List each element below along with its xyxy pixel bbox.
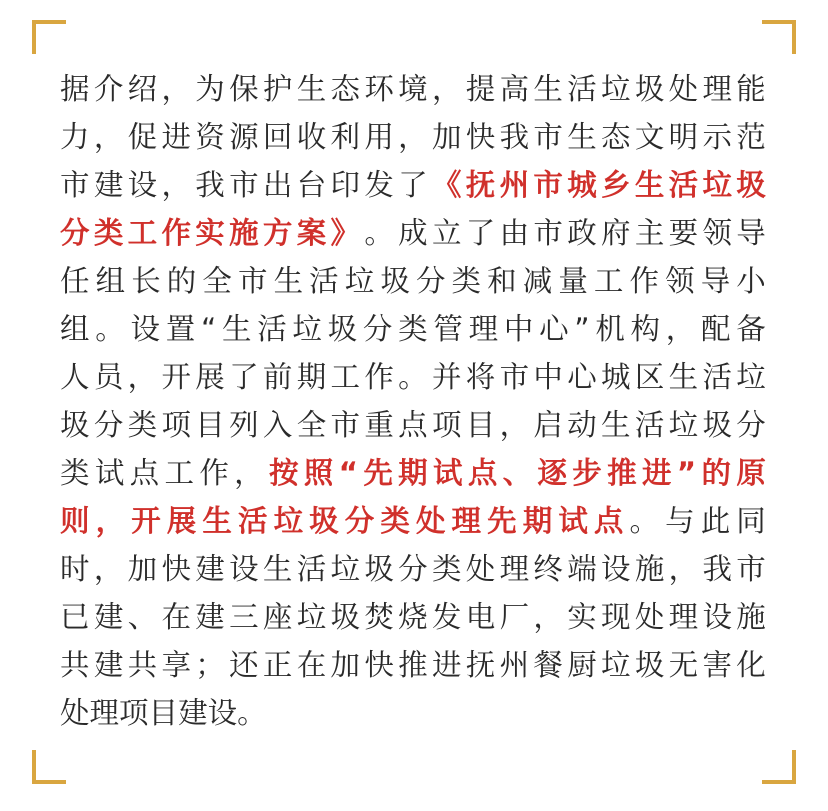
text-line: 则 ， 开 展 生 活 垃 圾 分 类 处 理 先 期 试 点 。 与 此 同 — [60, 504, 766, 538]
text-line: 任 组 长 的 全 市 生 活 垃 圾 分 类 和 减 量 工 作 领 导 小 — [60, 264, 766, 298]
text-line: 组 。 设 置 “ 生 活 垃 圾 分 类 管 理 中 心 ” 机 构 ， 配 备 — [60, 312, 766, 346]
text-line: 人 员 ， 开 展 了 前 期 工 作 。 并 将 市 中 心 城 区 生 活 垃 — [60, 360, 766, 394]
frame-corner-bottom-right — [762, 750, 796, 784]
text-line: 处 理 项 目 建 设 。 — [60, 696, 267, 730]
frame-corner-top-right — [762, 20, 796, 54]
text-line: 时 ， 加 快 建 设 生 活 垃 圾 分 类 处 理 终 端 设 施 ， 我 市 — [60, 552, 766, 586]
text-line: 共 建 共 享 ； 还 正 在 加 快 推 进 抚 州 餐 厨 垃 圾 无 害 化 — [60, 648, 766, 682]
text-line: 市 建 设 ， 我 市 出 台 印 发 了 《 抚 州 市 城 乡 生 活 垃 圾 — [60, 168, 766, 202]
text-line: 类 试 点 工 作 ， 按 照 “ 先 期 试 点 、 逐 步 推 进 ” 的 原 — [60, 456, 766, 490]
text-line: 分 类 工 作 实 施 方 案 》 。 成 立 了 由 市 政 府 主 要 领 导 — [60, 216, 766, 250]
text-line: 据 介 绍 ， 为 保 护 生 态 环 境 ， 提 高 生 活 垃 圾 处 理 能 — [60, 72, 766, 106]
text-line: 已 建 、 在 建 三 座 垃 圾 焚 烧 发 电 厂 ， 实 现 处 理 设 施 — [60, 600, 766, 634]
text-line: 力 ， 促 进 资 源 回 收 利 用 ， 加 快 我 市 生 态 文 明 示 范 — [60, 120, 766, 154]
frame-corner-bottom-left — [32, 750, 66, 784]
article-body — [60, 65, 766, 737]
text-line: 圾 分 类 项 目 列 入 全 市 重 点 项 目 ， 启 动 生 活 垃 圾 分 — [60, 408, 766, 442]
frame-corner-top-left — [32, 20, 66, 54]
